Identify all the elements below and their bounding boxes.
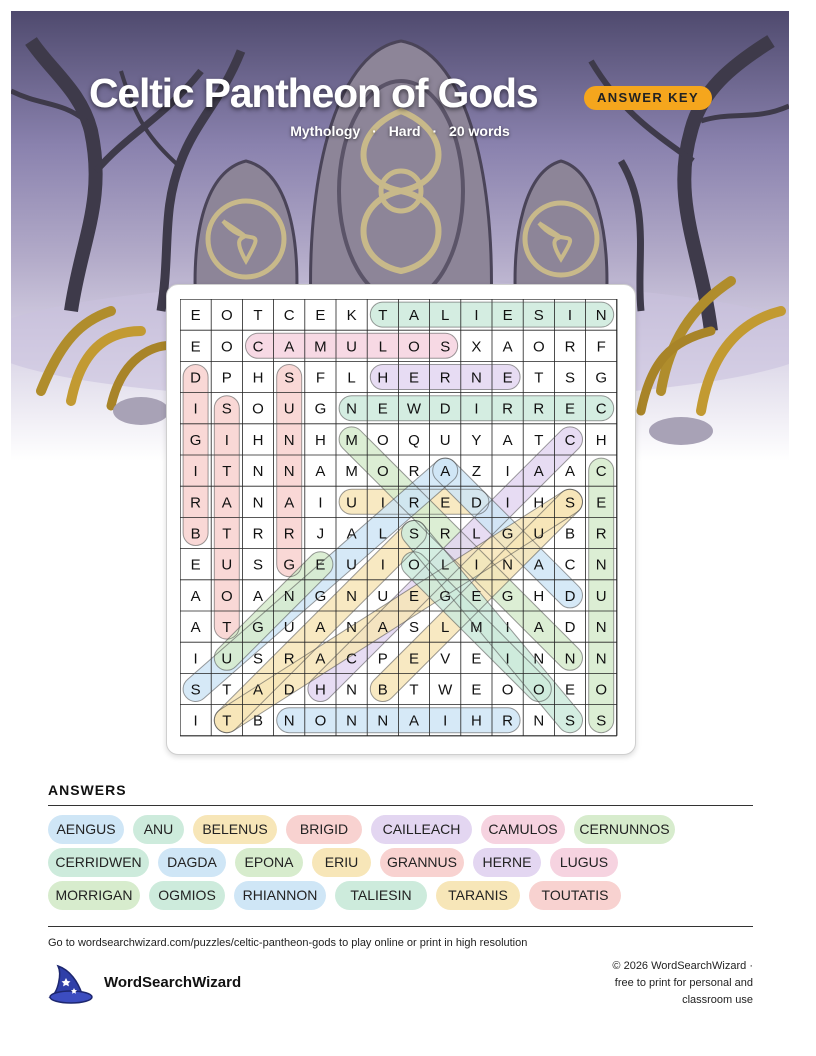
grid-cell-letter[interactable]: M (314, 338, 327, 356)
grid-cell-letter[interactable]: R (283, 650, 295, 668)
category-label: Mythology (290, 123, 361, 139)
grid-cell-letter[interactable]: G (595, 369, 608, 387)
grid-cell-letter[interactable]: N (595, 619, 607, 637)
grid-cell-letter[interactable]: X (471, 338, 482, 356)
grid-cell-letter[interactable]: D (564, 587, 576, 605)
grid-cell-letter[interactable]: S (564, 494, 576, 512)
grid-cell-letter[interactable]: G (252, 619, 264, 637)
grid-cell-letter[interactable]: U (283, 400, 295, 418)
grid-cell-letter[interactable]: R (533, 400, 545, 418)
answer-chip: CAMULOS (481, 815, 565, 844)
grid-cell-letter[interactable]: N (470, 369, 482, 387)
grid-cell-letter[interactable]: H (595, 431, 607, 449)
grid-cell-letter[interactable]: E (564, 681, 576, 699)
grid-cell-letter[interactable]: E (471, 587, 482, 605)
grid-cell-letter[interactable]: C (564, 431, 576, 449)
grid-cell-letter[interactable]: D (564, 619, 576, 637)
grid-cell-letter[interactable]: N (377, 712, 389, 730)
grid-cell-letter[interactable]: S (408, 619, 420, 637)
answer-key-badge: ANSWER KEY (584, 86, 712, 110)
grid-cell-letter[interactable]: U (533, 525, 545, 543)
answer-chip: CAILLEACH (371, 815, 472, 844)
grid-cell-letter[interactable]: A (564, 463, 576, 481)
puzzle-subtitle (0, 123, 800, 139)
grid-cell-letter[interactable]: U (221, 650, 233, 668)
grid-cell-letter[interactable]: Q (408, 431, 420, 449)
grid-cell-letter[interactable]: N (283, 587, 295, 605)
grid-cell-letter[interactable]: R (252, 525, 264, 543)
brand-name: WordSearchWizard (104, 974, 242, 991)
grid-cell-letter[interactable]: L (441, 619, 450, 637)
grid-cell-letter[interactable]: N (346, 681, 358, 699)
grid-cell-letter[interactable]: A (533, 463, 544, 481)
grid-cell-letter[interactable]: T (253, 307, 263, 325)
grid-cell-letter[interactable]: O (376, 463, 389, 481)
grid-cell-letter[interactable]: U (595, 587, 607, 605)
grid-cell-letter[interactable]: R (564, 338, 576, 356)
grid-cell-letter[interactable]: S (533, 307, 544, 325)
answer-chip: BELENUS (193, 815, 277, 844)
page-title: Celtic Pantheon of Gods (89, 70, 538, 116)
grid-cell-letter[interactable]: N (595, 556, 607, 574)
grid-cell-letter[interactable]: A (346, 525, 357, 543)
grid-cell-letter[interactable]: S (440, 338, 451, 356)
grid-cell-letter[interactable]: O (595, 681, 608, 699)
grid-cell-letter[interactable]: N (595, 650, 607, 668)
grid-cell-letter[interactable]: I (224, 431, 229, 449)
grid-cell-letter[interactable]: A (190, 587, 201, 605)
grid-cell-letter[interactable]: B (252, 712, 264, 730)
grid-cell-letter[interactable]: E (502, 307, 513, 325)
grid-cell-letter[interactable]: A (408, 712, 420, 730)
grid-cell-letter[interactable]: F (596, 338, 606, 356)
grid-cell-letter[interactable]: U (346, 556, 358, 574)
grid-cell-letter[interactable]: R (595, 525, 607, 543)
grid-cell-letter[interactable]: E (471, 650, 482, 668)
grid-cell-letter[interactable]: D (470, 494, 482, 512)
grid-cell-letter[interactable]: V (440, 650, 451, 668)
word-search-grid[interactable] (180, 299, 620, 739)
answer-chip: CERRIDWEN (48, 848, 149, 877)
grid-cell-letter[interactable]: O (408, 556, 420, 574)
grid-cell-letter[interactable]: I (318, 494, 323, 512)
separator: · (432, 123, 438, 139)
grid-cell-letter[interactable]: I (474, 556, 479, 574)
grid-cell-letter[interactable]: G (501, 587, 514, 605)
grid-cell-letter[interactable]: S (252, 556, 264, 574)
grid-cell-letter[interactable]: I (474, 400, 479, 418)
answer-chip: RHIANNON (234, 881, 326, 910)
grid-cell-letter[interactable]: E (190, 307, 201, 325)
grid-cell-letter[interactable]: D (190, 369, 202, 387)
grid-cell-letter[interactable]: N (533, 650, 545, 668)
grid-cell-letter[interactable]: U (439, 431, 451, 449)
grid-cell-letter[interactable]: C (564, 556, 576, 574)
grid-cell-letter[interactable]: H (533, 587, 545, 605)
grid-cell-letter[interactable]: I (193, 463, 198, 481)
grid-cell-letter[interactable]: P (377, 650, 388, 668)
grid-cell-letter[interactable]: N (346, 400, 358, 418)
grid-cell-letter[interactable]: Z (471, 463, 481, 481)
answer-chip: ANU (133, 815, 184, 844)
grid-cell-letter[interactable]: J (316, 525, 325, 543)
grid-cell-letter[interactable]: A (190, 619, 201, 637)
grid-cell-letter[interactable]: O (532, 338, 545, 356)
grid-cell-letter[interactable]: R (408, 494, 420, 512)
grid-cell-letter[interactable]: C (595, 400, 607, 418)
grid-cell-letter[interactable]: A (502, 431, 513, 449)
grid-cell-letter[interactable]: R (439, 525, 451, 543)
grid-cell-letter[interactable]: I (380, 556, 385, 574)
answer-chip: TARANIS (436, 881, 520, 910)
grid-cell-letter[interactable]: N (346, 619, 358, 637)
grid-cell-letter[interactable]: L (378, 338, 387, 356)
grid-cell-letter[interactable]: A (440, 463, 451, 481)
grid-cell-letter[interactable]: T (222, 712, 232, 730)
grid-cell-letter[interactable]: B (564, 525, 576, 543)
grid-cell-letter[interactable]: A (284, 338, 295, 356)
grid-cell-letter[interactable]: R (439, 369, 451, 387)
grid-cell-letter[interactable]: O (376, 431, 389, 449)
grid-cell-letter[interactable]: C (252, 338, 264, 356)
answers-heading: ANSWERS (48, 782, 127, 798)
answer-chip: TALIESIN (335, 881, 427, 910)
grid-cell-letter[interactable]: P (221, 369, 232, 387)
grid-cell-letter[interactable]: I (505, 463, 510, 481)
grid-cell-letter[interactable]: O (501, 681, 514, 699)
grid-cell-letter[interactable]: T (534, 431, 544, 449)
footer-note: Go to wordsearchwizard.com/puzzles/celtic-pantheon-gods to play online or print in high resolution (48, 937, 528, 949)
grid-cell-letter[interactable]: H (377, 369, 389, 387)
grid-cell-letter[interactable]: N (283, 463, 295, 481)
grid-cell-letter[interactable]: N (283, 712, 295, 730)
grid-cell-letter[interactable]: U (346, 494, 358, 512)
copyright-line: classroom use (682, 994, 753, 1006)
grid-cell-letter[interactable]: E (315, 556, 326, 574)
grid-cell-letter[interactable]: E (596, 494, 607, 512)
grid-cell-letter[interactable]: L (441, 307, 450, 325)
grid-cell-letter[interactable]: A (252, 587, 264, 605)
grid-cell-letter[interactable]: S (564, 369, 576, 387)
grid-cell-letter[interactable]: O (314, 712, 327, 730)
grid-cell-letter[interactable]: L (378, 525, 387, 543)
grid-cell-letter[interactable]: D (283, 681, 295, 699)
answer-chip: ERIU (312, 848, 371, 877)
answer-chip: CERNUNNOS (574, 815, 675, 844)
word-count-label: 20 words (449, 123, 510, 139)
grid-cell-letter[interactable]: A (284, 494, 295, 512)
grid-cell-letter[interactable]: A (221, 494, 232, 512)
grid-cell-letter[interactable]: C (346, 650, 358, 668)
grid-cell-letter[interactable]: S (190, 681, 201, 699)
grid-cell-letter[interactable]: L (347, 369, 356, 387)
grid-cell-letter[interactable]: A (377, 619, 388, 637)
footer-divider (48, 926, 753, 927)
grid-cell-letter[interactable]: U (283, 619, 295, 637)
answer-chip: TOUTATIS (529, 881, 621, 910)
grid-cell-letter[interactable]: E (408, 650, 420, 668)
grid-cell-letter[interactable]: I (505, 494, 510, 512)
grid-cell-letter[interactable]: R (502, 712, 514, 730)
grid-cell-letter[interactable]: A (533, 556, 544, 574)
difficulty-label: Hard (388, 123, 421, 139)
answer-chip: AENGUS (48, 815, 124, 844)
grid-cell-letter[interactable]: O (408, 338, 420, 356)
answer-chip: LUGUS (550, 848, 618, 877)
grid-cell-letter[interactable]: B (190, 525, 201, 543)
grid-cell-letter[interactable]: C (595, 463, 607, 481)
grid-cell-letter[interactable]: U (346, 338, 358, 356)
grid-cell-letter[interactable]: R (408, 463, 420, 481)
title-row (0, 70, 816, 120)
grid-cell-letter[interactable]: I (193, 400, 198, 418)
grid-cell-letter[interactable]: T (222, 681, 232, 699)
grid-cell-letter[interactable]: E (502, 369, 513, 387)
grid-cell-letter[interactable]: N (564, 650, 576, 668)
grid-cell-letter[interactable]: E (471, 681, 482, 699)
grid-cell-letter[interactable]: R (283, 525, 295, 543)
grid-cell-letter[interactable]: A (315, 650, 326, 668)
answer-chip: EPONA (235, 848, 303, 877)
grid-cell-letter[interactable]: S (284, 369, 295, 387)
grid-cell-letter[interactable]: E (190, 338, 201, 356)
grid-cell-letter[interactable]: A (315, 619, 326, 637)
grid-cell-letter[interactable]: A (252, 681, 264, 699)
answers-divider (48, 805, 753, 806)
answer-chip: OGMIOS (149, 881, 225, 910)
grid-cell-letter[interactable]: U (377, 587, 389, 605)
grid-cell-letter[interactable]: H (314, 681, 326, 699)
grid-cell-letter[interactable]: A (315, 463, 326, 481)
grid-cell-letter[interactable]: F (315, 369, 325, 387)
grid-cell-letter[interactable]: E (190, 556, 201, 574)
grid-cell-letter[interactable]: I (193, 712, 198, 730)
grid-cell-letter[interactable]: S (564, 712, 576, 730)
grid-cell-letter[interactable]: E (440, 494, 451, 512)
answer-chip: DAGDA (158, 848, 226, 877)
grid-cell-letter[interactable]: T (534, 369, 544, 387)
grid-cell-letter[interactable]: E (564, 400, 576, 418)
grid-cell-letter[interactable]: N (595, 307, 607, 325)
grid-cell-letter[interactable]: H (252, 431, 264, 449)
grid-cell-letter[interactable]: N (533, 712, 545, 730)
grid-cell-letter[interactable]: A (533, 619, 544, 637)
grid-cell-letter[interactable]: S (221, 400, 232, 418)
grid-cell-letter[interactable]: A (408, 307, 420, 325)
grid-cell-letter[interactable]: S (252, 650, 264, 668)
grid-cell-letter[interactable]: O (220, 338, 233, 356)
wizard-hat-icon (48, 964, 94, 1004)
grid-cell-letter[interactable]: N (283, 431, 295, 449)
grid-cell-letter[interactable]: T (378, 307, 388, 325)
grid-cell-letter[interactable]: G (501, 525, 514, 543)
grid-cell-letter[interactable]: C (283, 307, 295, 325)
grid-cell-letter[interactable]: G (189, 431, 202, 449)
grid-cell-letter[interactable]: H (533, 494, 545, 512)
answer-chip: GRANNUS (380, 848, 464, 877)
grid-cell-letter[interactable]: T (409, 681, 419, 699)
answer-chip: HERNE (473, 848, 541, 877)
grid-cell-letter[interactable]: M (345, 431, 358, 449)
copyright-line: © 2026 WordSearchWizard · (612, 960, 753, 972)
separator: · (372, 123, 377, 139)
grid-cell-letter[interactable]: I (567, 307, 573, 325)
grid-cell-letter[interactable]: I (505, 619, 510, 637)
grid-cell-letter[interactable]: T (222, 525, 232, 543)
grid-cell-letter[interactable]: E (408, 369, 420, 387)
grid-cell-letter[interactable]: O (220, 307, 233, 325)
answer-chip: BRIGID (286, 815, 362, 844)
grid-cell-letter[interactable]: A (502, 338, 513, 356)
grid-cell-letter[interactable]: T (222, 619, 232, 637)
grid-cell-letter[interactable]: R (190, 494, 202, 512)
grid-cell-letter[interactable]: K (346, 307, 357, 325)
grid-cell-letter[interactable]: H (252, 369, 264, 387)
grid-cell-letter[interactable]: W (406, 400, 422, 418)
answer-chip: MORRIGAN (48, 881, 140, 910)
grid-cell-letter[interactable]: N (252, 494, 264, 512)
grid-cell-letter[interactable]: O (532, 681, 545, 699)
grid-cell-letter[interactable]: L (441, 556, 450, 574)
grid-cell-letter[interactable]: I (505, 650, 510, 668)
grid-cell-letter[interactable]: G (314, 400, 327, 418)
grid-cell-letter[interactable]: N (346, 587, 358, 605)
grid-cell-letter[interactable]: I (474, 307, 479, 325)
grid-cell-letter[interactable]: I (443, 712, 448, 730)
grid-cell-letter[interactable]: S (596, 712, 607, 730)
grid-cell-letter[interactable]: W (438, 681, 453, 699)
grid-cell-letter[interactable]: H (314, 431, 326, 449)
grid-cell-letter[interactable]: O (252, 400, 264, 418)
grid-cell-letter[interactable]: R (502, 400, 514, 418)
grid-cell-letter[interactable]: U (221, 556, 233, 574)
grid-cell-letter[interactable]: I (193, 650, 198, 668)
grid-cell-letter[interactable]: E (377, 400, 388, 418)
copyright-notice (560, 958, 753, 1009)
grid-cell-letter[interactable]: G (314, 587, 327, 605)
grid-cell-letter[interactable]: G (283, 556, 296, 574)
grid-cell-letter[interactable]: D (439, 400, 451, 418)
grid-cell-letter[interactable]: T (222, 463, 232, 481)
copyright-line: free to print for personal and (614, 977, 753, 989)
grid-cell-letter[interactable]: G (439, 587, 452, 605)
grid-cell-letter[interactable]: S (408, 525, 420, 543)
grid-cell-letter[interactable]: I (380, 494, 385, 512)
grid-cell-letter[interactable]: N (252, 463, 264, 481)
grid-cell-letter[interactable]: M (345, 463, 358, 481)
grid-cell-letter[interactable]: Y (471, 431, 482, 449)
grid-cell-letter[interactable]: B (377, 681, 388, 699)
grid-cell-letter[interactable]: O (220, 587, 233, 605)
grid-cell-letter[interactable]: L (472, 525, 481, 543)
grid-cell-letter[interactable]: N (346, 712, 358, 730)
grid-cell-letter[interactable]: E (408, 587, 420, 605)
grid-cell-letter[interactable]: M (470, 619, 483, 637)
grid-cell-letter[interactable]: E (315, 307, 326, 325)
grid-cell-letter[interactable]: N (502, 556, 514, 574)
grid-cell-letter[interactable]: H (470, 712, 482, 730)
